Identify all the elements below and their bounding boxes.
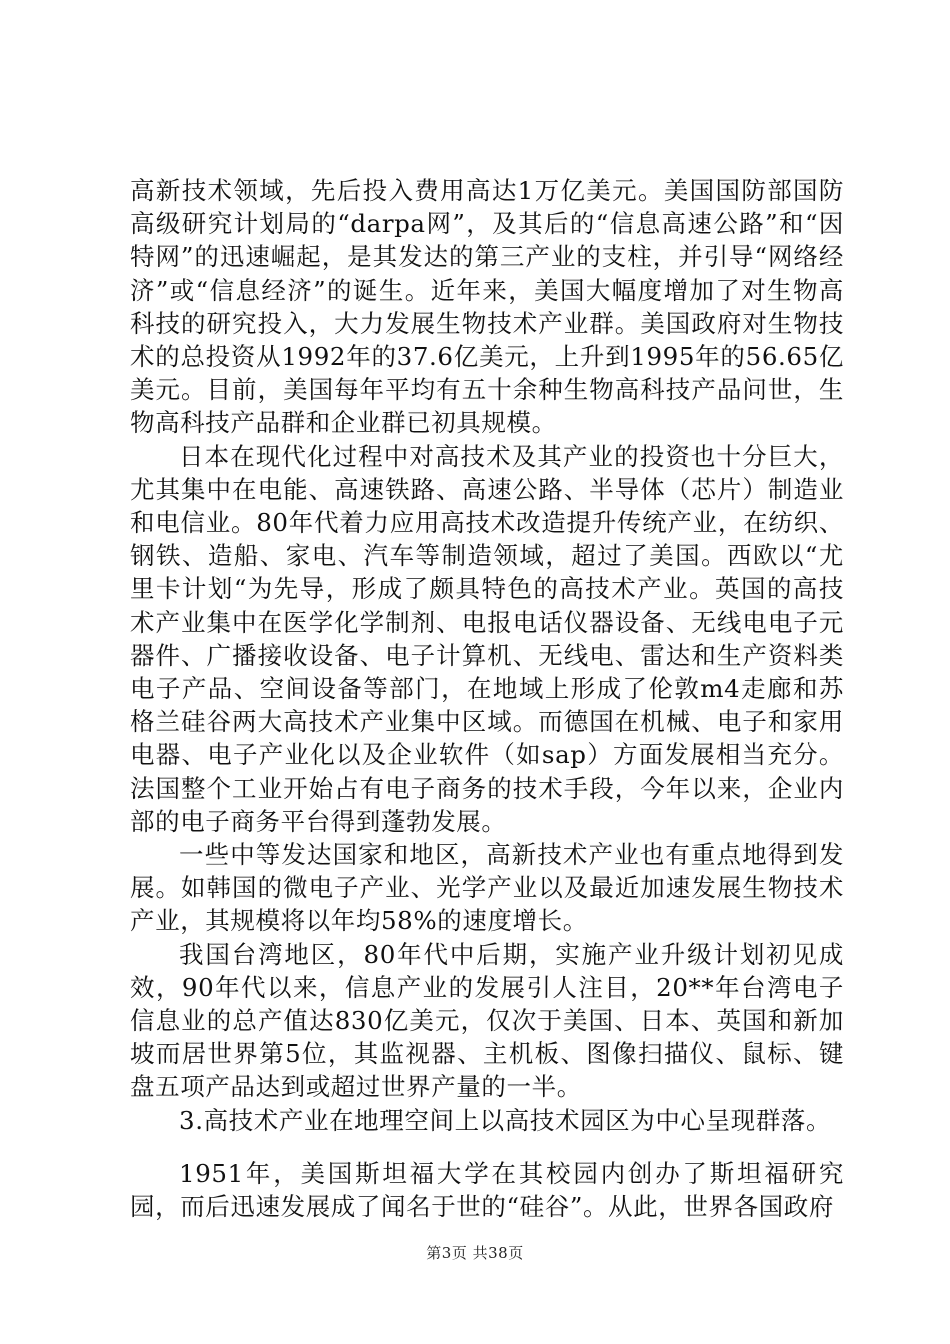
section-heading-3: 3.高技术产业在地理空间上以高技术园区为中心呈现群落。 bbox=[179, 1105, 832, 1135]
paragraph-us-hightech: 高新技术领域，先后投入费用高达1万亿美元。美国国防部国防高级研究计划局的“darpa网”，及其后的“信息高速公路”和“因特网”的迅速崛起，是其发达的第三产业的支柱，并引导“网络经济”或“信息经济”的诞生。近年来，美国大幅度增加了对生物高科技的研究投入，大力发展生物技术产业群。美国政府对生物技术的总投资从1992年的37.6亿美元，上升到1995年的56.65亿美元。目前，美国每年平均有五十余种生物高科技产品问世，生物高科技产品群和企业群已初具规模。 bbox=[130, 176, 844, 438]
document-body bbox=[130, 174, 844, 1223]
paragraph-stanford: 1951年，美国斯坦福大学在其校园内创办了斯坦福研究园，而后迅速发展成了闻名于世的“硅谷”。从此，世界各国政府 bbox=[130, 1158, 844, 1222]
paragraph-taiwan: 我国台湾地区，80年代中后期，实施产业升级计划初见成效，90年代以来，信息产业的发展引人注目，20**年台湾电子信息业的总产值达830亿美元，仅次于美国、日本、英国和新加坡而居世界第5位，其监视器、主机板、图像扫描仪、鼠标、键盘五项产品达到或超过世界产量的一半。 bbox=[130, 939, 844, 1102]
page-footer: 第3页 共38页 bbox=[426, 1244, 524, 1262]
paragraph-japan-europe: 日本在现代化过程中对高技术及其产业的投资也十分巨大，尤其集中在电能、高速铁路、高速公路、半导体（芯片）制造业和电信业。80年代着力应用高技术改造提升传统产业，在纺织、钢铁、造船、家电、汽车等制造领域，超过了美国。西欧以“尤里卡计划“为先导，形成了颇具特色的高技术产业。英国的高技术产业集中在医学化学制剂、电报电话仪器设备、无线电电子元器件、广播接收设备、电子计算机、无线电、雷达和生产资料类电子产品、空间设备等部门，在地域上形成了伦敦m4走廊和苏格兰硅谷两大高技术产业集中区域。而德国在机械、电子和家用电器、电子产业化以及企业软件（如sap）方面发展相当充分。法国整个工业开始占有电子商务的技术手段，今年以来，企业内部的电子商务平台得到蓬勃发展。 bbox=[130, 441, 844, 836]
paragraph-korea: 一些中等发达国家和地区，高新技术产业也有重点地得到发展。如韩国的微电子产业、光学产业以及最近加速发展生物技术产业，其规模将以年均58%的速度增长。 bbox=[130, 840, 844, 936]
